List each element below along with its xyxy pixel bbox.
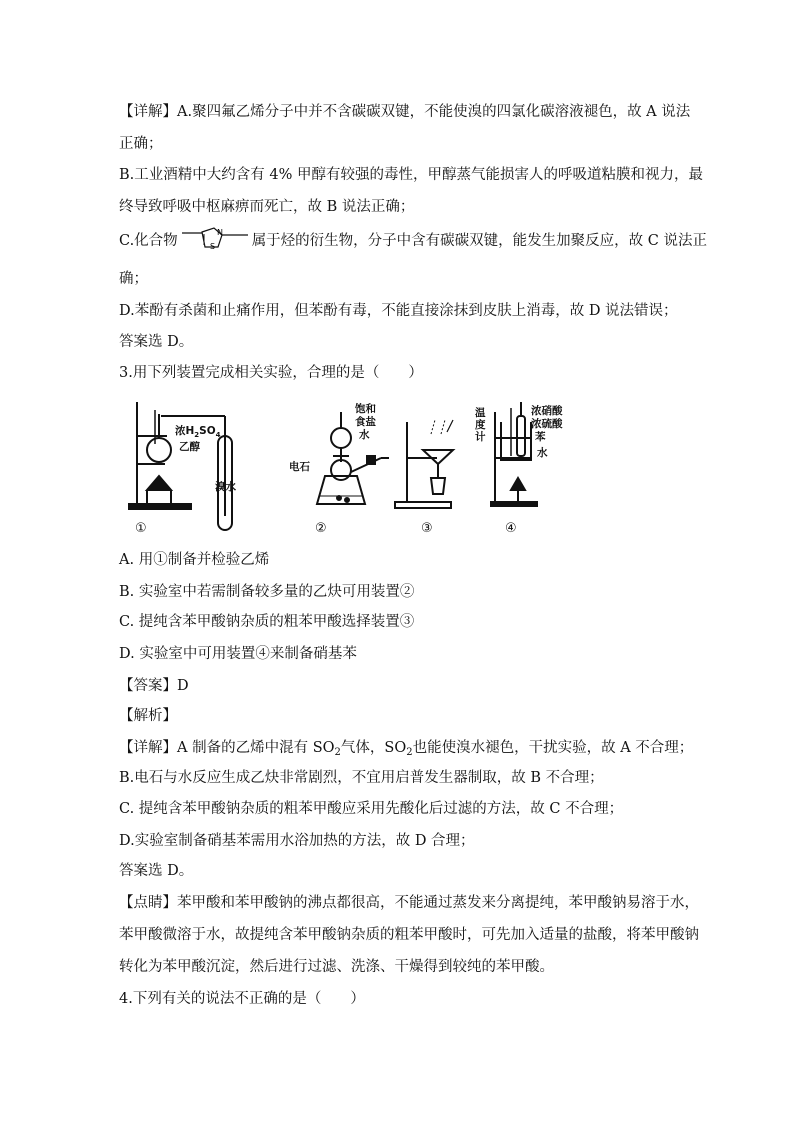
fig-number-4: ④ [505, 521, 517, 536]
stand-base-4 [491, 502, 537, 506]
fig-label-ethanol: 乙醇 [179, 441, 200, 453]
stand-base-1 [129, 504, 191, 509]
question3-choose: 答案选 D。 [119, 863, 194, 879]
detail-a-part2: 气体，SO [340, 740, 407, 756]
thiazole-structure-image [180, 225, 250, 251]
fig-label-thermometer-2: 度 [475, 419, 486, 431]
detail1-line1: 【详解】A.聚四氟乙烯分子中并不含碳碳双键，不能使溴的四氯化碳溶液褪色，故 A 说法 [119, 104, 691, 120]
detail-a-part1: 【详解】A 制备的乙烯中混有 SO [119, 740, 335, 756]
stand-base-3 [395, 502, 451, 508]
question3-detail-b: B.电石与水反应生成乙炔非常剧烈，不宜用启普发生器制取，故 B 不合理； [119, 770, 604, 786]
fig-label-saturated: 饱和 [355, 403, 376, 415]
question3-note-line3: 转化为苯甲酸沉淀，然后进行过滤、洗涤、干燥得到较纯的苯甲酸。 [119, 959, 554, 975]
detail-a-sub2: 2 [406, 747, 413, 758]
fig-label-carbide: 电石 [289, 461, 310, 473]
detail1-line3: B.工业酒精中大约含有 4% 甲醇有较强的毒性，甲醇蒸气能损害人的呼吸道粘膜和视力，最 [119, 167, 703, 183]
svg-text:N: N [216, 228, 223, 237]
detail1-line6: 确； [119, 271, 148, 287]
fig-label-h2so4-c: SO [199, 425, 216, 437]
detail1-line7: D.苯酚有杀菌和止痛作用，但苯酚有毒，不能直接涂抹到皮肤上消毒，故 D 说法错误； [119, 303, 678, 319]
question3-option-a: A. 用①制备并检验乙烯 [119, 552, 270, 568]
question3-stem: 3.用下列装置完成相关实验，合理的是（ ） [119, 365, 423, 381]
detail1-line8: 答案选 D。 [119, 334, 194, 350]
question3-detail-a [119, 738, 693, 763]
fig-label-h2so4-b: 2 [194, 431, 200, 439]
question3-note-line1: 【点睛】苯甲酸和苯甲酸钠的沸点都很高，不能通过蒸发来分离提纯，苯甲酸钠易溶于水， [119, 895, 699, 911]
question3-option-c: C. 提纯含苯甲酸钠杂质的粗苯甲酸选择装置③ [119, 614, 415, 630]
fig-label-sulfuric-acid: 浓硫酸 [531, 418, 563, 430]
detail1-line5 [119, 228, 707, 251]
fig-number-2: ② [315, 521, 327, 536]
question3-option-b: B. 实验室中若需制备较多量的乙炔可用装置② [119, 584, 415, 600]
detail1-line2: 正确； [119, 136, 163, 152]
fig-label-h2so4-d: 4 [215, 431, 221, 439]
detail-a-part3: 也能使溴水褪色，干扰实验，故 A 不合理； [412, 740, 694, 756]
svg-text:S: S [209, 242, 215, 251]
svg-text:浓H2SO4 [175, 424, 221, 439]
detail1-line5-suffix: 属于烃的衍生物，分子中含有碳碳双键，能发生加聚反应，故 C 说法正 [251, 233, 707, 249]
question3-note-line2: 苯甲酸微溶于水，故提纯含苯甲酸钠杂质的粗苯甲酸时，可先加入适量的盐酸，将苯甲酸钠 [119, 927, 699, 943]
apparatus-figure [119, 398, 589, 540]
apparatus-diagram [119, 398, 589, 540]
fig-label-thermometer-3: 计 [475, 431, 486, 443]
question3-detail-d: D.实验室制备硝基苯需用水浴加热的方法，故 D 合理； [119, 833, 475, 849]
question3-answer: 【答案】D [119, 678, 189, 694]
fig-label-thermometer-1: 温 [475, 407, 486, 419]
fig-label-water: 水 [537, 447, 548, 459]
fig-label-brine-2: 水 [359, 429, 370, 441]
separatory-funnel-2 [331, 428, 351, 448]
detail1-line4: 终导致呼吸中枢麻痹而死亡，故 B 说法正确； [119, 199, 415, 215]
beaker-3 [431, 478, 445, 494]
question3-analysis-heading: 【解析】 [119, 708, 177, 724]
fig-label-brine-1: 食盐 [355, 416, 376, 428]
fig-label-h2so4-a: 浓H [175, 425, 195, 437]
question3-option-d: D. 实验室中可用装置④来制备硝基苯 [119, 646, 357, 662]
fig-label-nitric-acid: 浓硝酸 [531, 405, 563, 417]
detail-a-sub1: 2 [334, 747, 341, 758]
fig-label-benzene: 苯 [535, 431, 546, 443]
fig-number-3: ③ [421, 521, 433, 536]
detail1-line5-prefix: C.化合物 [119, 233, 178, 249]
fig-number-1: ① [135, 521, 147, 536]
fig-label-bromine-water: 溴水 [215, 481, 236, 493]
question3-detail-c: C. 提纯含苯甲酸钠杂质的粗苯甲酸应采用先酸化后过滤的方法，故 C 不合理； [119, 801, 624, 817]
flask-1 [147, 438, 171, 462]
question4-stem: 4.下列有关的说法不正确的是（ ） [119, 991, 365, 1007]
